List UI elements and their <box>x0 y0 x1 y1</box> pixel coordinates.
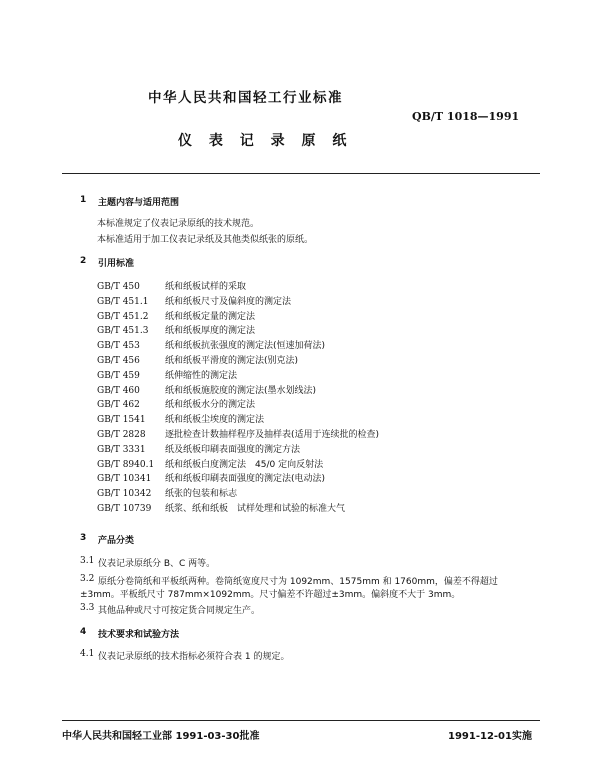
standard-code: QB/T 1018—1991 <box>412 110 520 123</box>
reference-title: 纸和纸板白度测定法 45/0 定向反射法 <box>165 459 324 470</box>
section-1-heading <box>80 195 380 207</box>
section-title: 技术要求和试验方法 <box>98 630 180 640</box>
reference-item <box>97 369 379 384</box>
reference-code: GB/T 451.3 <box>97 326 149 337</box>
reference-code: GB/T 10739 <box>97 503 152 514</box>
reference-title: 纸和纸板尘埃度的测定法 <box>165 415 265 426</box>
section-4-heading <box>80 627 380 639</box>
scope-paragraph-2: 本标准适用于加工仪表记录纸及其他类似纸张的原纸。 <box>97 235 314 245</box>
clause-number: 4.1 <box>80 649 95 659</box>
approval-date: 中华人民共和国轻工业部 1991-03-30批准 <box>62 731 260 742</box>
reference-code: GB/T 3331 <box>97 444 146 455</box>
reference-item <box>97 443 379 458</box>
reference-title: 纸和纸板施胶度的测定法(墨水划线法) <box>165 385 317 396</box>
reference-title: 纸和纸板水分的测定法 <box>165 400 256 411</box>
reference-list <box>97 280 379 517</box>
reference-item <box>97 295 379 310</box>
clause-text: 原纸分卷筒纸和平板纸两种。卷筒纸宽度尺寸为 1092mm、1575mm 和 1760mm，偏差不得超过 <box>98 577 498 587</box>
reference-title: 纸和纸板尺寸及偏斜度的测定法 <box>165 296 292 307</box>
reference-code: GB/T 2828 <box>97 429 146 440</box>
reference-title: 纸和纸板印刷表面强度的测定法(电动法) <box>165 474 326 485</box>
section-title: 产品分类 <box>98 536 135 546</box>
clause-3-3 <box>80 603 540 615</box>
reference-item <box>97 487 379 502</box>
section-2-heading <box>80 256 380 268</box>
reference-item <box>97 354 379 369</box>
reference-code: GB/T 10342 <box>97 489 152 500</box>
reference-code: GB/T 451.1 <box>97 296 149 307</box>
reference-code: GB/T 453 <box>97 341 140 352</box>
clause-number: 3.3 <box>80 603 95 613</box>
clause-number: 3.2 <box>80 574 95 584</box>
reference-title: 逐批检查计数抽样程序及抽样表(适用于连续批的检查) <box>165 429 380 440</box>
reference-item <box>97 384 379 399</box>
effective-date: 1991-12-01实施 <box>448 731 532 742</box>
reference-item <box>97 310 379 325</box>
reference-code: GB/T 459 <box>97 370 140 381</box>
section-number: 4 <box>80 627 87 637</box>
document-title: 仪 表 记 录 原 纸 <box>178 133 353 149</box>
scope-paragraph-1: 本标准规定了仪表记录原纸的技术规范。 <box>97 219 260 229</box>
reference-item <box>97 324 379 339</box>
reference-title: 纸和纸板平滑度的测定法(别克法) <box>165 355 299 366</box>
clause-4-1 <box>80 649 540 661</box>
reference-title: 纸及纸板印刷表面强度的测定方法 <box>165 444 301 455</box>
reference-title: 纸和纸板抗张强度的测定法(恒速加荷法) <box>165 341 326 352</box>
reference-code: GB/T 460 <box>97 385 140 396</box>
reference-code: GB/T 8940.1 <box>97 459 155 470</box>
reference-code: GB/T 450 <box>97 282 140 292</box>
reference-item <box>97 472 379 487</box>
section-3-heading <box>80 533 380 545</box>
reference-title: 纸伸缩性的测定法 <box>165 370 238 381</box>
section-title: 主题内容与适用范围 <box>98 198 180 208</box>
issuing-body: 中华人民共和国轻工行业标准 <box>148 90 343 106</box>
reference-item <box>97 339 379 354</box>
reference-item <box>97 413 379 428</box>
reference-code: GB/T 1541 <box>97 415 146 426</box>
reference-code: GB/T 456 <box>97 355 140 366</box>
reference-item <box>97 280 379 295</box>
reference-title: 纸和纸板试样的采取 <box>165 282 247 292</box>
clause-number: 3.1 <box>80 556 95 566</box>
clause-text: 其他品种或尺寸可按定货合同规定生产。 <box>98 606 261 616</box>
reference-title: 纸张的包装和标志 <box>165 489 238 500</box>
section-number: 1 <box>80 195 87 205</box>
clause-text: 仪表记录原纸分 B、C 两等。 <box>98 559 216 569</box>
section-title: 引用标准 <box>98 259 135 269</box>
reference-item <box>97 458 379 473</box>
clause-text-continued: ±3mm。平板纸尺寸 787mm×1092mm。尺寸偏差不许超过±3mm。偏斜度不大于 3mm。 <box>80 590 461 600</box>
footer-divider <box>62 720 540 721</box>
reference-item <box>97 502 379 517</box>
reference-item <box>97 428 379 443</box>
reference-code: GB/T 10341 <box>97 474 152 485</box>
reference-title: 纸和纸板厚度的测定法 <box>165 326 256 337</box>
reference-title: 纸和纸板定量的测定法 <box>165 311 256 322</box>
reference-code: GB/T 462 <box>97 400 140 411</box>
section-number: 2 <box>80 256 87 266</box>
header-divider <box>62 173 540 174</box>
reference-title: 纸浆、纸和纸板 试样处理和试验的标准大气 <box>165 503 346 514</box>
clause-3-2 <box>80 574 540 600</box>
reference-code: GB/T 451.2 <box>97 311 149 322</box>
clause-text: 仪表记录原纸的技术指标必须符合表 1 的规定。 <box>98 652 290 662</box>
reference-item <box>97 398 379 413</box>
section-number: 3 <box>80 533 87 543</box>
clause-3-1 <box>80 556 540 568</box>
